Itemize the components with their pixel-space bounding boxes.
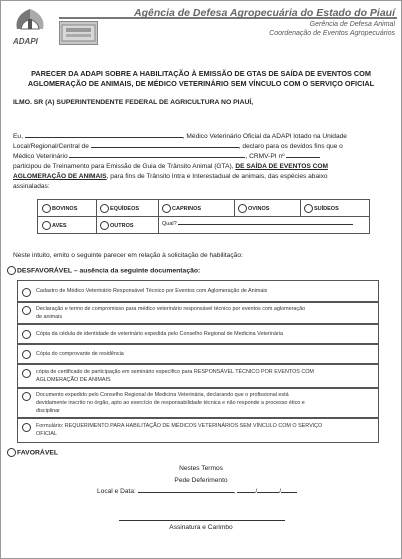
species-label: EQUÍDEOS [110, 205, 140, 212]
doc-item[interactable] [17, 387, 379, 419]
doc-text: disciplinar [36, 408, 60, 414]
doc-item[interactable] [17, 301, 379, 325]
species-label: CAPRINOS [172, 205, 202, 212]
species-label: AVES [52, 222, 67, 229]
doc-item[interactable] [17, 363, 379, 389]
radio-circle-icon [7, 448, 16, 457]
unit-blank[interactable] [91, 147, 239, 148]
name-blank[interactable] [25, 137, 183, 138]
option-label: FAVORÁVEL [17, 449, 59, 457]
radio-circle-icon [238, 204, 247, 213]
closing-termos: Nestes Termos [179, 465, 223, 472]
doc-text: Cópia da cédula de identidade de veterinário expedida pelo Conselho Regional de Medicina Veterinária [36, 331, 283, 337]
option-favoravel[interactable] [7, 448, 58, 457]
checkbox-equideos[interactable] [100, 204, 139, 213]
month-blank[interactable] [257, 492, 279, 493]
option-label: DESFAVORÁVEL – ausência da seguinte documentação: [17, 267, 201, 275]
crmv-blank[interactable] [286, 157, 320, 158]
body-text: Eu, [13, 133, 23, 140]
radio-circle-icon [22, 306, 31, 315]
year-blank[interactable] [281, 492, 297, 493]
species-box [37, 199, 370, 234]
radio-circle-icon [22, 330, 31, 339]
checkbox-outros[interactable] [100, 221, 134, 230]
addressee: ILMO. SR (A) SUPERINTENDENTE FEDERAL DE AGRICULTURA NO PIAUÍ, [13, 99, 254, 106]
radio-circle-icon [42, 221, 51, 230]
signature-label: Assinatura e Carimbo [169, 524, 233, 531]
other-species-blank[interactable] [178, 224, 353, 225]
doc-text: Documento expedido pelo Conselho Regional de Medicina Veterinária, declarando que o profissional está [36, 392, 289, 398]
title-line-2: AGLOMERAÇÃO DE ANIMAIS, DE MÉDICO VETERINÁRIO SEM VÍNCULO COM O SERVIÇO OFICIAL [27, 79, 375, 88]
doc-item[interactable] [17, 417, 379, 443]
radio-circle-icon [100, 221, 109, 230]
radio-circle-icon [304, 204, 313, 213]
doc-text: Formulário: REQUERIMENTO PARA HABILITAÇÃO DE MÉDICOS VETERINÁRIOS SEM VÍNCULO COM O SERVIÇO [36, 423, 323, 429]
species-label: Qual? [162, 221, 177, 227]
species-label: OVINOS [248, 205, 270, 212]
checkbox-ovinos[interactable] [238, 204, 269, 213]
government-seal [59, 21, 98, 45]
doc-text: OFICIAL [36, 431, 57, 437]
radio-circle-icon [22, 369, 31, 378]
body-text: participou de Treinamento para Emissão de Guia de Trânsito Animal (GTA), [13, 163, 234, 170]
adapi-logo-text: ADAPI [13, 37, 38, 46]
doc-text: AGLOMERAÇÃO DE ANIMAIS [36, 377, 111, 383]
checkbox-suideos[interactable] [304, 204, 339, 213]
doc-text: cópia de certificado de participação em seminário específico para RESPONSÁVEL TÉCNICO POR EVENTOS COM [36, 369, 314, 375]
body-text: Local/Regional/Central de [13, 143, 89, 150]
radio-circle-icon [100, 204, 109, 213]
radio-circle-icon [42, 204, 51, 213]
radio-circle-icon [7, 266, 16, 275]
radio-circle-icon [22, 350, 31, 359]
doc-text: devidamente inscrito no órgão, apto ao exercício de responsabilidade técnica e não responde a processo ético e [36, 400, 305, 406]
adapi-logo [7, 7, 53, 47]
checkbox-caprinos[interactable] [162, 204, 201, 213]
doc-text: Cópia do comprovante de residência [36, 351, 124, 357]
doc-item[interactable] [17, 323, 379, 345]
local-blank[interactable] [138, 492, 234, 493]
intro-text: Neste intuito, emito o seguinte parecer em relação à solicitação de habilitação: [13, 252, 243, 259]
species-label: BOVINOS [52, 205, 78, 212]
radio-circle-icon [22, 392, 31, 401]
signature-line[interactable] [119, 520, 285, 521]
local-date-field: Local e Data: , / / [97, 488, 297, 495]
body-text: , CRMV-PI nº [245, 153, 285, 160]
body-text: assinaladas: [13, 183, 50, 190]
body-text-emphasis: DE SAÍDA DE EVENTOS COM [235, 163, 329, 170]
body-text: , Médico Veterinário Oficial da ADAPI lotado na Unidade [182, 133, 347, 140]
doc-item[interactable] [17, 280, 379, 303]
doc-text: Declaração e termo de compromisso para médico veterinário responsável técnico por eventos com aglomeração [36, 306, 306, 312]
other-species-field[interactable] [162, 221, 353, 227]
local-date-label: Local e Data: [97, 488, 136, 495]
coordination-name: Coordenação de Eventos Agropecuários [269, 30, 395, 37]
radio-circle-icon [22, 423, 31, 432]
department-name: Gerência de Defesa Animal [309, 21, 395, 28]
agency-name: Agência de Defesa Agropecuária do Estado do Piauí [133, 7, 395, 19]
checkbox-bovinos[interactable] [42, 204, 77, 213]
body-text-emphasis: AGLOMERAÇÃO DE ANIMAIS [13, 173, 107, 180]
species-label: SUÍDEOS [314, 205, 339, 212]
declaration-paragraph [13, 132, 389, 192]
veterinarian-blank[interactable] [69, 157, 245, 158]
closing-deferimento: Pede Deferimento [174, 477, 228, 484]
checkbox-aves[interactable] [42, 221, 67, 230]
title-line-1: PARECER DA ADAPI SOBRE A HABILITAÇÃO À EMISSÃO DE GTAS DE SAÍDA DE EVENTOS COM [31, 69, 371, 78]
radio-circle-icon [162, 204, 171, 213]
option-desfavoravel[interactable] [7, 266, 200, 275]
body-text: , para fins de Trânsito Intra e Interestadual de animais, das espécies abaixo [106, 173, 328, 180]
day-blank[interactable] [237, 492, 255, 493]
document-title [13, 69, 389, 89]
radio-circle-icon [22, 288, 31, 297]
doc-text: Cadastro de Médico Veterinário Responsável Técnico por Eventos com Aglomeração de Animais [36, 288, 268, 294]
doc-item[interactable] [17, 343, 379, 365]
body-text: , declaro para os devidos fins que o [238, 143, 343, 150]
body-text: Médico Veterinário [13, 153, 68, 160]
species-label: OUTROS [110, 222, 134, 229]
doc-text: de animais [36, 314, 63, 320]
